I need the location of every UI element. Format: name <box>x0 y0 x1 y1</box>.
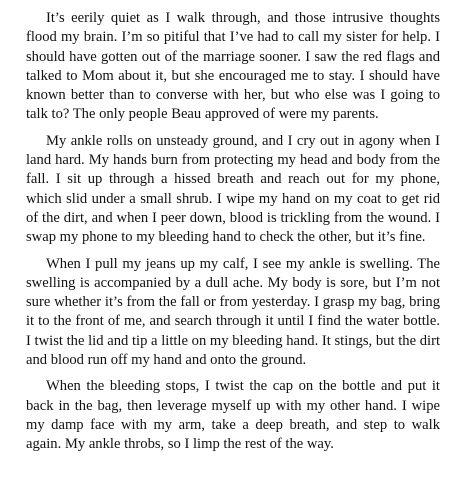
paragraph-3: When I pull my jeans up my calf, I see my ankle is swelling. The swelling is accompanied by a dull ache. My body is sore, but I’m not sure whether it’s from the fall or from yesterday. I grasp my bag, bring it to the front of me, and search through it until I find the water bottle. I twist the lid and tip a little on my bleeding hand. It stings, but the dirt and blood run off my hand and onto the ground. <box>26 255 440 369</box>
paragraph-1: It’s eerily quiet as I walk through, and those intrusive thoughts flood my brain. I’m so pitiful that I’ve had to call my sister for help. I should have gotten out of the marriage sooner. I saw the red flags and talked to Mom about it, but she encouraged me to stay. I should have known better than to converse with her, but who else was I going to talk to? The only people Beau approved of were my parents. <box>26 10 440 123</box>
paragraph-4: When the bleeding stops, I twist the cap on the bottle and put it back in the bag, then leverage myself up with my other hand. I wipe my damp face with my arm, take a deep breath, and step to walk again. My ankle throbs, so I limp the rest of the way. <box>26 378 440 453</box>
document-page <box>26 9 440 462</box>
paragraph-2: My ankle rolls on unsteady ground, and I cry out in agony when I land hard. My hands burn from protecting my head and body from the fall. I sit up through a hissed breath and reach out for my phone, which slid under a small shrub. I wipe my hand on my coat to get rid of the dirt, and when I peer down, blood is trickling from the wound. I swap my phone to my bleeding hand to check the other, but it’s fine. <box>26 132 440 246</box>
